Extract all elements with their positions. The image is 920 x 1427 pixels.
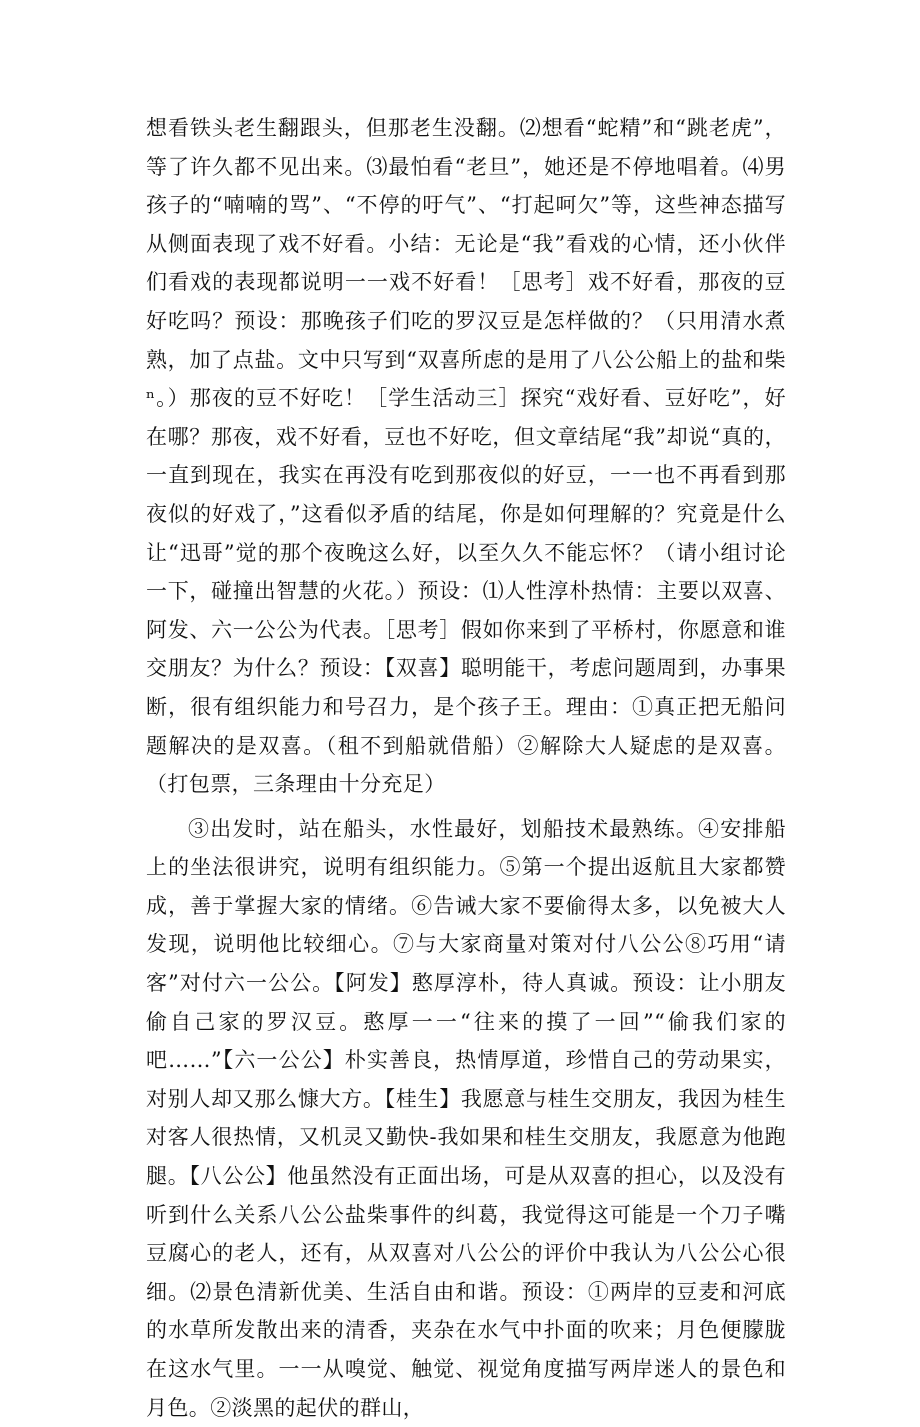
paragraph-1: 想看铁头老生翻跟头，但那老生没翻。⑵想看“蛇精”和“跳老虎”，等了许久都不见出来。⑶最怕看“老旦”，她还是不停地唱着。⑷男孩子的“喃喃的骂”、“不停的吁气”、“打起呵欠”等，这些神态描写从侧面表现了戏不好看。小结：无论是“我”看戏的心情，还小伙伴们看戏的表现都说明一一戏不好看！［思考］戏不好看，那夜的豆好吃吗？预设：那晚孩子们吃的罗汉豆是怎样做的？（只用清水煮熟，加了点盐。文中只写到“双喜所虑的是用了八公公船上的盐和柴ⁿ。）那夜的豆不好吃！［学生活动三］探究“戏好看、豆好吃”，好在哪？那夜，戏不好看，豆也不好吃，但文章结尾“我”却说“真的，一直到现在，我实在再没有吃到那夜似的好豆，一一也不再看到那夜似的好戏了，”这看似矛盾的结尾，你是如何理解的？究竟是什么让“迅哥”觉的那个夜晚这么好，以至久久不能忘怀？（请小组讨论一下，碰撞出智慧的火花。）预设：⑴人性淳朴热情：主要以双喜、阿发、六一公公为代表。［思考］假如你来到了平桥村，你愿意和谁交朋友？为什么？预设：【双喜】聪明能干，考虑问题周到，办事果断，很有组织能力和号召力，是个孩子王。理由：①真正把无船问题解决的是双喜。（租不到船就借船）②解除大人疑虑的是双喜。（打包票，三条理由十分充足）	[146, 116, 786, 797]
paragraph-2: ③出发时，站在船头，水性最好，划船技术最熟练。④安排船上的坐法很讲究，说明有组织能力。⑤第一个提出返航且大家都赞成，善于掌握大家的情绪。⑥告诫大家不要偷得太多，以免被大人发现，说明他比较细心。⑦与大家商量对策对付八公公⑧巧用“请客”对付六一公公。【阿发】憨厚淳朴，待人真诚。预设：让小朋友偷自己家的罗汉豆。憨厚一一“往来的摸了一回”“偷我们家的吧……”【六一公公】朴实善良，热情厚道，珍惜自己的劳动果实，对别人却又那么慷大方。【桂生】我愿意与桂生交朋友，我因为桂生对客人很热情，又机灵又勤快-我如果和桂生交朋友，我愿意为他跑腿。【八公公】他虽然没有正面出场，可是从双喜的担心，以及没有听到什么关系八公公盐柴事件的纠葛，我觉得这可能是一个刀子嘴豆腐心的老人，还有，从双喜对八公公的评价中我认为八公公心很细。⑵景色清新优美、生活自由和谐。预设：①两岸的豆麦和河底的水草所发散出来的清香，夹杂在水气中扑面的吹来；月色便朦胧在这水气里。一一从嗅觉、触觉、视觉角度描写两岸迷人的景色和月色。②淡黑的起伏的群山，	[146, 816, 786, 1420]
document-body	[146, 109, 786, 1427]
